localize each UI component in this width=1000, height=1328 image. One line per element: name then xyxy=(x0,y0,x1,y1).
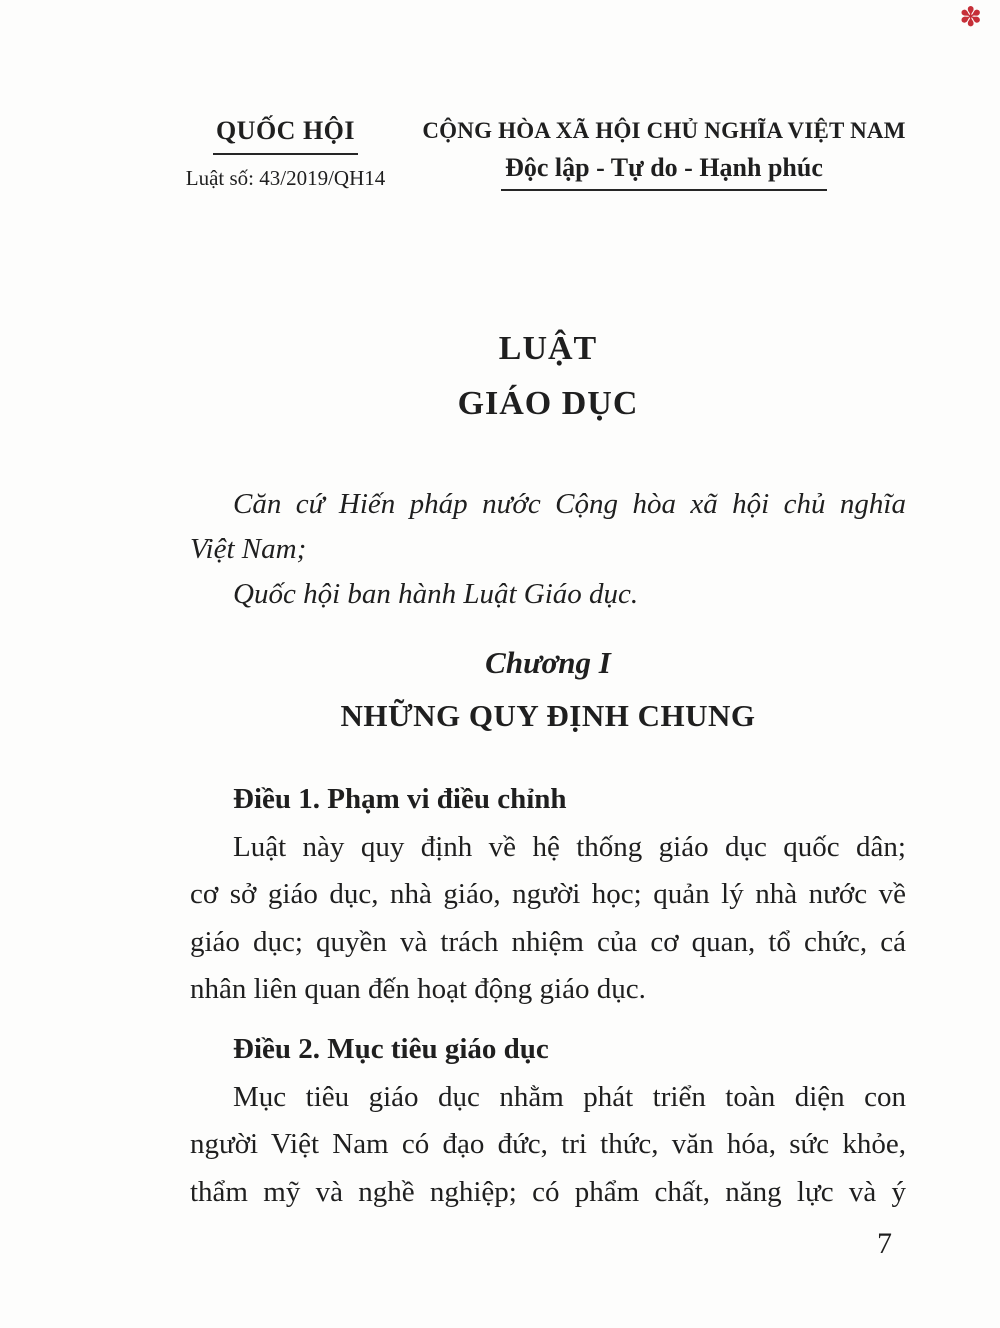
chapter-number: Chương I xyxy=(485,645,611,680)
preamble-line: Quốc hội ban hành Luật Giáo dục. xyxy=(233,578,639,610)
document-title-line2: GIÁO DỤC xyxy=(457,385,639,422)
article-1 xyxy=(190,776,906,1014)
article-2-body-line: Mục tiêu giáo dục nhằm phát triển toàn diện con xyxy=(233,1080,906,1113)
article-2 xyxy=(190,1026,906,1216)
article-1-body-line: Luật này quy định về hệ thống giáo dục quốc dân; xyxy=(233,830,906,863)
article-1-body-line: nhân liên quan đến hoạt động giáo dục. xyxy=(190,973,646,1005)
preamble-line: Căn cứ Hiến pháp nước Cộng hòa xã hội chủ nghĩa xyxy=(233,488,906,520)
chapter-heading xyxy=(190,645,906,733)
flower-ornament-icon: ✽ xyxy=(959,2,982,32)
national-motto: Độc lập - Tự do - Hạnh phúc xyxy=(501,152,827,191)
preamble xyxy=(190,482,906,617)
issuer-name: QUỐC HỘI xyxy=(213,116,358,155)
page-number: 7 xyxy=(877,1227,892,1260)
article-2-body-line: người Việt Nam có đạo đức, tri thức, văn hóa, sức khỏe, xyxy=(190,1128,906,1160)
national-header-block xyxy=(418,116,910,191)
document-title xyxy=(190,330,906,423)
chapter-title: NHỮNG QUY ĐỊNH CHUNG xyxy=(340,698,756,733)
article-2-heading: Điều 2. Mục tiêu giáo dục xyxy=(233,1033,549,1065)
article-1-body-line: giáo dục; quyền và trách nhiệm của cơ quan, tổ chức, cá xyxy=(190,925,906,958)
country-name: CỘNG HÒA XÃ HỘI CHỦ NGHĨA VIỆT NAM xyxy=(422,118,906,143)
issuer-block xyxy=(183,116,388,191)
article-1-body-line: cơ sở giáo dục, nhà giáo, người học; quản lý nhà nước về xyxy=(190,878,906,910)
article-2-body-line: thẩm mỹ và nghề nghiệp; có phẩm chất, năng lực và ý xyxy=(190,1175,906,1208)
article-1-heading: Điều 1. Phạm vi điều chỉnh xyxy=(233,783,567,815)
preamble-line: Việt Nam; xyxy=(190,533,307,565)
law-number: Luật số: 43/2019/QH14 xyxy=(185,166,386,190)
document-title-line1: LUẬT xyxy=(498,330,598,367)
